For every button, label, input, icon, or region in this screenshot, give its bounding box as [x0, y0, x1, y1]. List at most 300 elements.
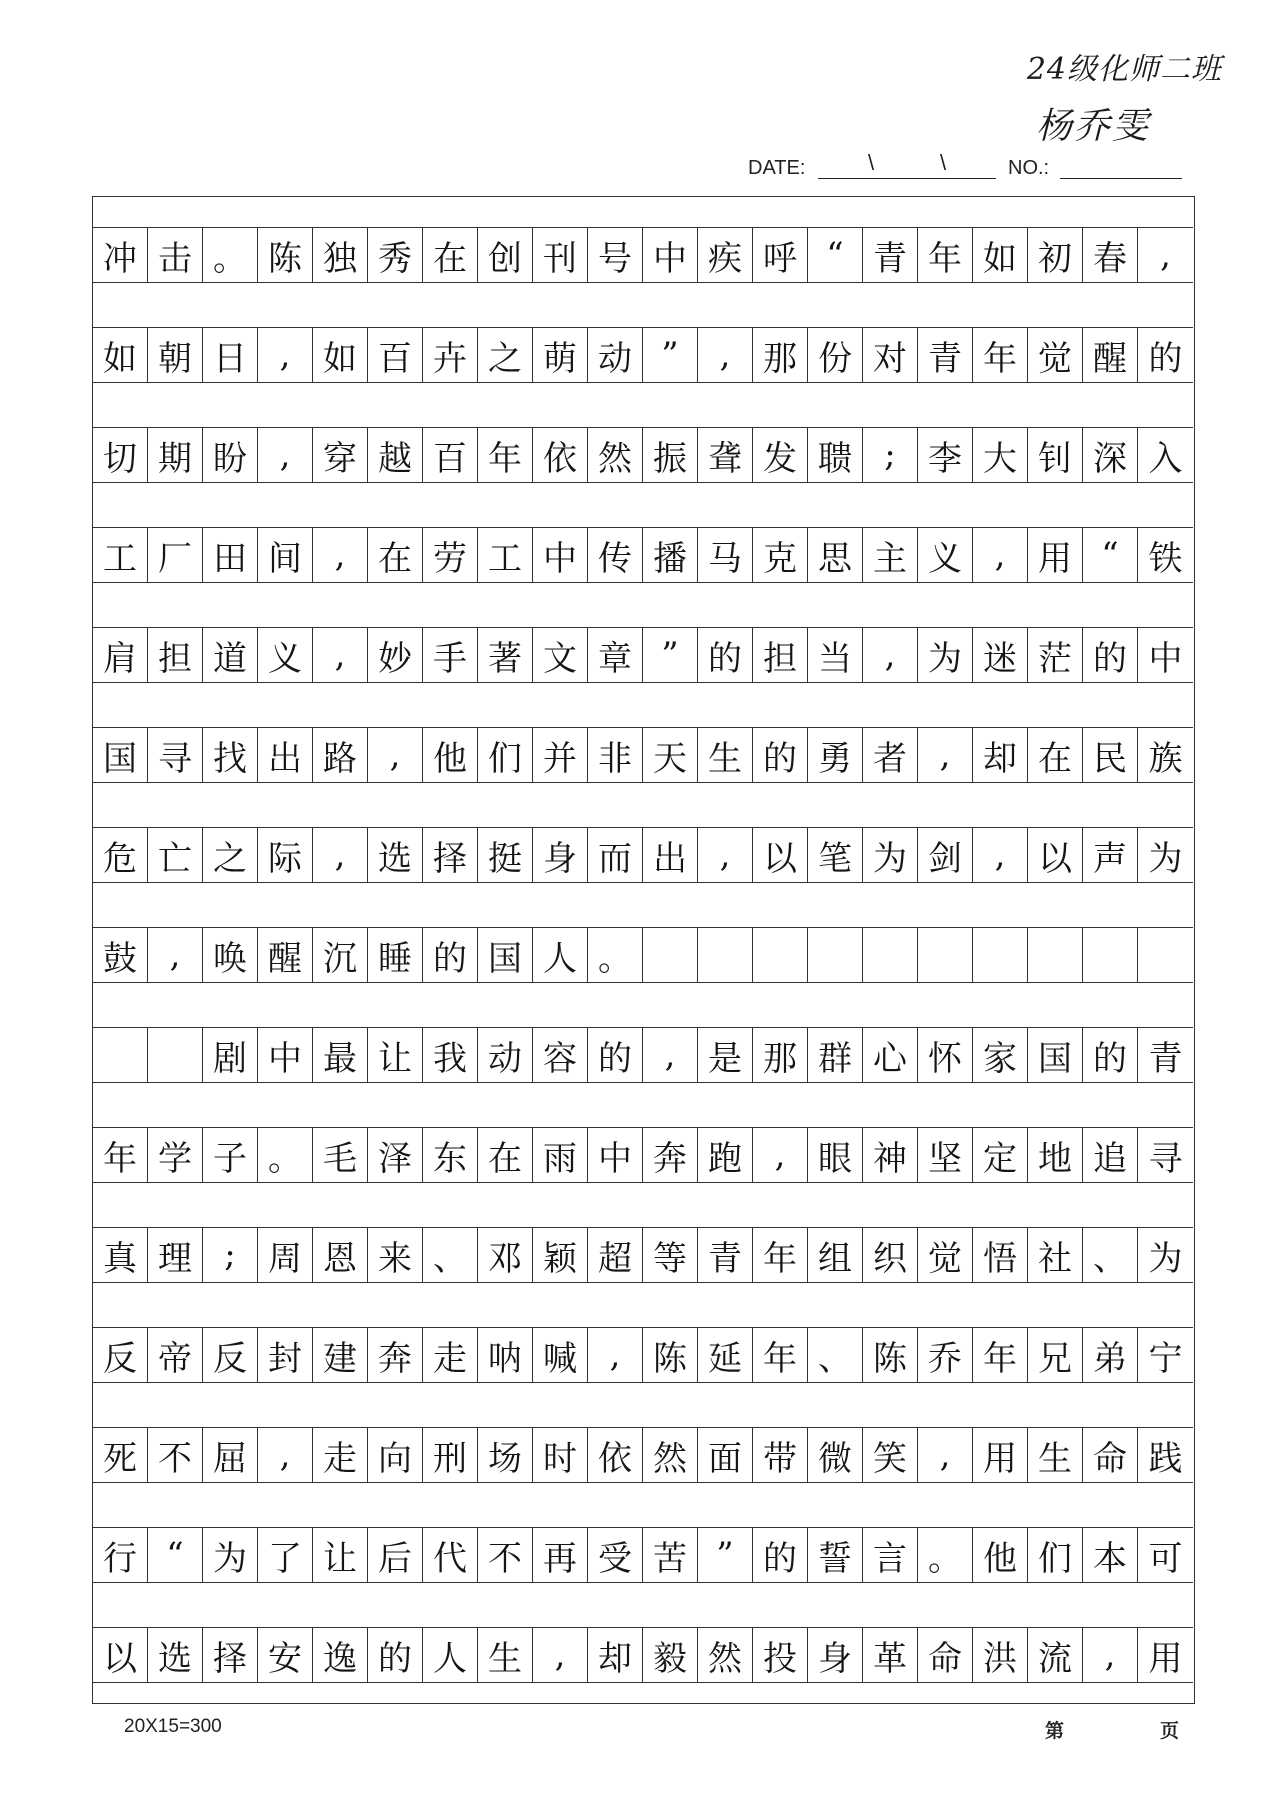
grid-cell: 帝 [148, 1327, 203, 1383]
grid-cell: 他 [423, 727, 478, 783]
grid-cell: 、 [1083, 1227, 1138, 1283]
grid-cell [1138, 927, 1193, 983]
grid-cell: 场 [478, 1427, 533, 1483]
grid-row [93, 1027, 1193, 1083]
manuscript-grid [92, 196, 1195, 1704]
grid-cell: 择 [203, 1627, 258, 1683]
grid-cell: , [918, 727, 973, 783]
grid-cell: 以 [753, 827, 808, 883]
grid-cell: 反 [203, 1327, 258, 1383]
grid-cell: 厂 [148, 527, 203, 583]
grid-cell: 苦 [643, 1527, 698, 1583]
grid-cell [698, 927, 753, 983]
grid-cell: 醒 [258, 927, 313, 983]
grid-cell: 坚 [918, 1127, 973, 1183]
grid-cell: 思 [808, 527, 863, 583]
grid-cell: 雨 [533, 1127, 588, 1183]
grid-cell: 在 [368, 527, 423, 583]
grid-cell: 。 [203, 227, 258, 283]
grid-cell: , [313, 527, 368, 583]
grid-cell: 创 [478, 227, 533, 283]
grid-cell: 茫 [1028, 627, 1083, 683]
grid-cell: 勇 [808, 727, 863, 783]
grid-cell: 组 [808, 1227, 863, 1283]
grid-cell: 定 [973, 1127, 1028, 1183]
grid-cell: 主 [863, 527, 918, 583]
grid-cell: 在 [1028, 727, 1083, 783]
grid-cell [643, 927, 698, 983]
grid-cell: 冲 [93, 227, 148, 283]
grid-cell: 逸 [313, 1627, 368, 1683]
grid-cell: 危 [93, 827, 148, 883]
grid-cell: 之 [203, 827, 258, 883]
grid-cell: “ [808, 227, 863, 283]
grid-cell: , [313, 827, 368, 883]
grid-cell: 了 [258, 1527, 313, 1583]
grid-cell: 民 [1083, 727, 1138, 783]
grid-cell: 依 [533, 427, 588, 483]
grid-cell: 是 [698, 1027, 753, 1083]
grid-cell: 之 [478, 327, 533, 383]
grid-cell: 寻 [148, 727, 203, 783]
grid-cell: , [313, 627, 368, 683]
grid-cell: 延 [698, 1327, 753, 1383]
grid-cell: 春 [1083, 227, 1138, 283]
grid-cell: 奔 [368, 1327, 423, 1383]
grid-cell: 的 [1083, 627, 1138, 683]
grid-cell: 呼 [753, 227, 808, 283]
grid-cell: 著 [478, 627, 533, 683]
grid-cell [1028, 927, 1083, 983]
grid-cell: 奔 [643, 1127, 698, 1183]
grid-cell: 用 [1138, 1627, 1193, 1683]
grid-row [93, 1327, 1193, 1383]
grid-cell: 反 [93, 1327, 148, 1383]
grid-cell: 深 [1083, 427, 1138, 483]
grid-cell: 却 [973, 727, 1028, 783]
grid-cell: 社 [1028, 1227, 1083, 1283]
grid-cell: 的 [588, 1027, 643, 1083]
grid-cell [753, 927, 808, 983]
grid-cell: 非 [588, 727, 643, 783]
grid-cell: 为 [918, 627, 973, 683]
grid-row [93, 1127, 1193, 1183]
grid-cell: 我 [423, 1027, 478, 1083]
grid-cell: 动 [588, 327, 643, 383]
grid-cell: “ [1083, 527, 1138, 583]
grid-cell [93, 1027, 148, 1083]
grid-cell: 聋 [698, 427, 753, 483]
grid-row [93, 627, 1193, 683]
grid-cell: 选 [368, 827, 423, 883]
grid-row [93, 427, 1193, 483]
grid-cell: 陈 [863, 1327, 918, 1383]
grid-cell: , [1138, 227, 1193, 283]
grid-cell: 乔 [918, 1327, 973, 1383]
grid-cell: 洪 [973, 1627, 1028, 1683]
grid-cell: ” [698, 1527, 753, 1583]
grid-cell: 醒 [1083, 327, 1138, 383]
grid-cell: 带 [753, 1427, 808, 1483]
class-line: 24级化师二班 [1026, 52, 1222, 87]
grid-cell: 走 [423, 1327, 478, 1383]
grid-cell: 毅 [643, 1627, 698, 1683]
grid-cell: 际 [258, 827, 313, 883]
grid-cell: 剑 [918, 827, 973, 883]
grid-cell: 。 [918, 1527, 973, 1583]
author-name: 杨乔雯 [1035, 106, 1150, 147]
grid-cell: 担 [753, 627, 808, 683]
grid-cell: 睡 [368, 927, 423, 983]
grid-cell: 青 [918, 327, 973, 383]
grid-cell: 克 [753, 527, 808, 583]
grid-cell: 死 [93, 1427, 148, 1483]
grid-cell: 生 [478, 1627, 533, 1683]
grid-cell: 朝 [148, 327, 203, 383]
grid-cell: 肩 [93, 627, 148, 683]
grid-cell: 者 [863, 727, 918, 783]
grid-cell: 动 [478, 1027, 533, 1083]
grid-cell: , [258, 327, 313, 383]
grid-cell: 沉 [313, 927, 368, 983]
grid-cell [148, 1027, 203, 1083]
grid-cell: 劳 [423, 527, 478, 583]
grid-cell: 中 [533, 527, 588, 583]
grid-cell: 织 [863, 1227, 918, 1283]
grid-cell: 年 [93, 1127, 148, 1183]
grid-cell: , [368, 727, 423, 783]
grid-cell: 挺 [478, 827, 533, 883]
grid-cell: 年 [478, 427, 533, 483]
grid-cell: 并 [533, 727, 588, 783]
grid-row [93, 1527, 1193, 1583]
grid-cell: 本 [1083, 1527, 1138, 1583]
grid-cell: 切 [93, 427, 148, 483]
grid-cell: , [918, 1427, 973, 1483]
grid-cell: , [973, 527, 1028, 583]
grid-cell: 青 [1138, 1027, 1193, 1083]
grid-cell: 东 [423, 1127, 478, 1183]
grid-cell: ; [863, 427, 918, 483]
grid-cell: 建 [313, 1327, 368, 1383]
grid-cell: 等 [643, 1227, 698, 1283]
grid-cell: 的 [753, 1527, 808, 1583]
grid-cell: 亡 [148, 827, 203, 883]
grid-cell: 族 [1138, 727, 1193, 783]
grid-cell: 鼓 [93, 927, 148, 983]
grid-cell: 寻 [1138, 1127, 1193, 1183]
grid-cell: 钊 [1028, 427, 1083, 483]
grid-row [93, 927, 1193, 983]
grid-cell: , [753, 1127, 808, 1183]
grid-cell: 的 [698, 627, 753, 683]
grid-cell: , [863, 627, 918, 683]
grid-cell: 怀 [918, 1027, 973, 1083]
grid-cell: 。 [588, 927, 643, 983]
grid-cell: 来 [368, 1227, 423, 1283]
grid-cell: 人 [533, 927, 588, 983]
grid-cell: , [148, 927, 203, 983]
grid-cell: 刊 [533, 227, 588, 283]
grid-cell: 传 [588, 527, 643, 583]
grid-cell: 命 [918, 1627, 973, 1683]
date-label: DATE: [748, 157, 806, 179]
grid-row [93, 1227, 1193, 1283]
grid-cell [973, 927, 1028, 983]
grid-cell: 刑 [423, 1427, 478, 1483]
date-blank [818, 178, 996, 179]
grid-cell: 国 [478, 927, 533, 983]
grid-cell: 如 [313, 327, 368, 383]
grid-cell: 践 [1138, 1427, 1193, 1483]
grid-cell: 份 [808, 327, 863, 383]
grid-cell: 弟 [1083, 1327, 1138, 1383]
grid-cell: 为 [1138, 827, 1193, 883]
grid-row [93, 1627, 1193, 1683]
grid-row [93, 527, 1193, 583]
grid-cell: 唤 [203, 927, 258, 983]
grid-cell: 周 [258, 1227, 313, 1283]
grid-cell: 秀 [368, 227, 423, 283]
grid-cell: 如 [93, 327, 148, 383]
grid-cell: 如 [973, 227, 1028, 283]
grid-cell [863, 927, 918, 983]
grid-cell: 在 [478, 1127, 533, 1183]
grid-cell: 身 [808, 1627, 863, 1683]
grid-cell: 担 [148, 627, 203, 683]
grid-cell: , [698, 327, 753, 383]
grid-cell: 喊 [533, 1327, 588, 1383]
grid-cell: 国 [93, 727, 148, 783]
grid-cell: 追 [1083, 1127, 1138, 1183]
grid-cell: 年 [753, 1227, 808, 1283]
grid-cell: , [1083, 1627, 1138, 1683]
date-separator: \ [940, 150, 947, 175]
grid-cell: 子 [203, 1127, 258, 1183]
grid-cell: 剧 [203, 1027, 258, 1083]
grid-cell: 以 [1028, 827, 1083, 883]
grid-cell: 觉 [1028, 327, 1083, 383]
grid-cell: 百 [423, 427, 478, 483]
grid-cell: 屈 [203, 1427, 258, 1483]
grid-cell [918, 927, 973, 983]
grid-row [93, 227, 1193, 283]
grid-cell: 后 [368, 1527, 423, 1583]
grid-cell: 对 [863, 327, 918, 383]
grid-cell: 声 [1083, 827, 1138, 883]
grid-cell: 不 [478, 1527, 533, 1583]
grid-cell: 投 [753, 1627, 808, 1683]
grid-cell: 的 [753, 727, 808, 783]
grid-cell: 义 [918, 527, 973, 583]
grid-cell: 言 [863, 1527, 918, 1583]
grid-cell: 的 [368, 1627, 423, 1683]
grid-cell: 国 [1028, 1027, 1083, 1083]
grid-row [93, 727, 1193, 783]
grid-cell: 封 [258, 1327, 313, 1383]
grid-cell: 妙 [368, 627, 423, 683]
grid-cell: 那 [753, 1027, 808, 1083]
grid-cell: 青 [863, 227, 918, 283]
grid-cell: 振 [643, 427, 698, 483]
grid-cell: 笑 [863, 1427, 918, 1483]
grid-cell: 义 [258, 627, 313, 683]
grid-cell: 、 [808, 1327, 863, 1383]
grid-cell: 李 [918, 427, 973, 483]
grid-cell: , [973, 827, 1028, 883]
grid-cell: 容 [533, 1027, 588, 1083]
grid-cell: 而 [588, 827, 643, 883]
grid-cell: 那 [753, 327, 808, 383]
grid-cell: , [258, 427, 313, 483]
grid-cell: 找 [203, 727, 258, 783]
grid-cell: 的 [1083, 1027, 1138, 1083]
grid-cell: 出 [258, 727, 313, 783]
grid-cell: 中 [643, 227, 698, 283]
grid-cell: 百 [368, 327, 423, 383]
grid-cell: 然 [588, 427, 643, 483]
grid-cell: , [698, 827, 753, 883]
grid-cell: 然 [643, 1427, 698, 1483]
grid-cell: 他 [973, 1527, 1028, 1583]
grid-cell: 群 [808, 1027, 863, 1083]
grid-cell: 疾 [698, 227, 753, 283]
grid-cell: 理 [148, 1227, 203, 1283]
page-label-ye: 页 [1160, 1720, 1180, 1742]
grid-cell: 用 [1028, 527, 1083, 583]
grid-cell: 。 [258, 1127, 313, 1183]
grid-cell: 却 [588, 1627, 643, 1683]
grid-cell: 号 [588, 227, 643, 283]
grid-cell: 的 [423, 927, 478, 983]
grid-cell: 流 [1028, 1627, 1083, 1683]
grid-cell: 身 [533, 827, 588, 883]
grid-cell: , [588, 1327, 643, 1383]
page-label-di: 第 [1045, 1720, 1065, 1742]
grid-cell: 大 [973, 427, 1028, 483]
grid-cell [808, 927, 863, 983]
grid-cell: 日 [203, 327, 258, 383]
grid-cell: 时 [533, 1427, 588, 1483]
grid-row [93, 827, 1193, 883]
grid-cell: , [643, 1027, 698, 1083]
grid-cell: 中 [588, 1127, 643, 1183]
date-separator: \ [868, 150, 875, 175]
grid-cell: 选 [148, 1627, 203, 1683]
grid-cell: 邓 [478, 1227, 533, 1283]
grid-cell: 田 [203, 527, 258, 583]
grid-cell: 独 [313, 227, 368, 283]
grid-cell: 颖 [533, 1227, 588, 1283]
grid-cell: 跑 [698, 1127, 753, 1183]
grid-cell: 年 [753, 1327, 808, 1383]
grid-cell: 兄 [1028, 1327, 1083, 1383]
grid-cell: 安 [258, 1627, 313, 1683]
grid-cell: 陈 [258, 227, 313, 283]
grid-cell: 们 [1028, 1527, 1083, 1583]
grid-cell [1083, 927, 1138, 983]
grid-cell: 最 [313, 1027, 368, 1083]
grid-cell: 手 [423, 627, 478, 683]
grid-cell: 再 [533, 1527, 588, 1583]
grid-cell: 生 [1028, 1427, 1083, 1483]
grid-cell: 路 [313, 727, 368, 783]
grid-cell: 行 [93, 1527, 148, 1583]
grid-cell: 的 [1138, 327, 1193, 383]
grid-cell: 天 [643, 727, 698, 783]
grid-cell: 间 [258, 527, 313, 583]
grid-cell: 年 [973, 327, 1028, 383]
grid-cell: 让 [313, 1527, 368, 1583]
grid-cell: 革 [863, 1627, 918, 1683]
grid-cell: 以 [93, 1627, 148, 1683]
grid-cell: 工 [478, 527, 533, 583]
grid-cell: 年 [918, 227, 973, 283]
grid-cell: 择 [423, 827, 478, 883]
grid-cell: 家 [973, 1027, 1028, 1083]
grid-cell: 卉 [423, 327, 478, 383]
grid-cell: 让 [368, 1027, 423, 1083]
number-blank [1060, 178, 1182, 179]
grid-cell: 觉 [918, 1227, 973, 1283]
grid-cell: 受 [588, 1527, 643, 1583]
grid-cell: 中 [258, 1027, 313, 1083]
grid-cell: 萌 [533, 327, 588, 383]
grid-cell: 为 [1138, 1227, 1193, 1283]
grid-cell: 代 [423, 1527, 478, 1583]
grid-cell: 泽 [368, 1127, 423, 1183]
grid-cell: 在 [423, 227, 478, 283]
grid-cell: 道 [203, 627, 258, 683]
grid-cell: 宁 [1138, 1327, 1193, 1383]
grid-cell: 然 [698, 1627, 753, 1683]
grid-cell: ; [203, 1227, 258, 1283]
grid-cell: 工 [93, 527, 148, 583]
grid-cell: 面 [698, 1427, 753, 1483]
grid-cell: 向 [368, 1427, 423, 1483]
grid-cell: 当 [808, 627, 863, 683]
grid-cell: 陈 [643, 1327, 698, 1383]
grid-cell: ” [643, 627, 698, 683]
grid-cell: 中 [1138, 627, 1193, 683]
grid-cell: 入 [1138, 427, 1193, 483]
grid-cell: 用 [973, 1427, 1028, 1483]
grid-cell: 越 [368, 427, 423, 483]
grid-cell: 播 [643, 527, 698, 583]
grid-cell: 悟 [973, 1227, 1028, 1283]
grid-cell: 恩 [313, 1227, 368, 1283]
grid-cell: 出 [643, 827, 698, 883]
grid-cell: 发 [753, 427, 808, 483]
grid-cell: 地 [1028, 1127, 1083, 1183]
grid-cell: 微 [808, 1427, 863, 1483]
grid-cell: 不 [148, 1427, 203, 1483]
grid-cell: 神 [863, 1127, 918, 1183]
grid-cell: 期 [148, 427, 203, 483]
grid-cell: 为 [863, 827, 918, 883]
grid-cell: 、 [423, 1227, 478, 1283]
grid-cell: 呐 [478, 1327, 533, 1383]
grid-cell: , [258, 1427, 313, 1483]
grid-cell: 眼 [808, 1127, 863, 1183]
grid-cell: 为 [203, 1527, 258, 1583]
grid-cell: 青 [698, 1227, 753, 1283]
grid-cell: 文 [533, 627, 588, 683]
grid-cell: 走 [313, 1427, 368, 1483]
grid-cell: 毛 [313, 1127, 368, 1183]
grid-cell: 击 [148, 227, 203, 283]
grid-cell: 铁 [1138, 527, 1193, 583]
